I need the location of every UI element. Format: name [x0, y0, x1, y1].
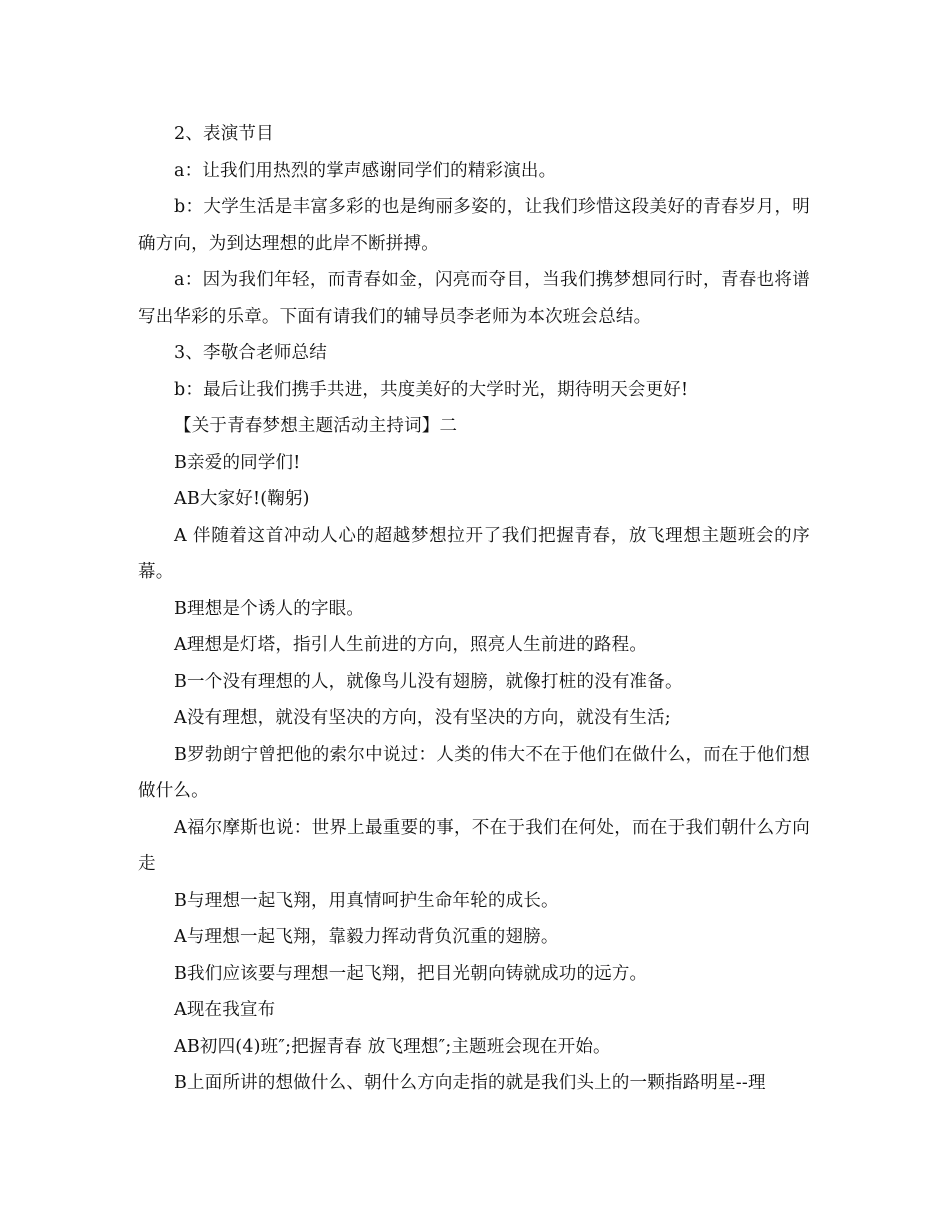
paragraph: A与理想一起飞翔，靠毅力挥动背负沉重的翅膀。	[174, 927, 559, 947]
paragraph: a：因为我们年轻，而青春如金，闪亮而夺目，当我们携梦想同行时，青春也将谱写出华彩的乐章。下面有请我们的辅导员李老师为本次班会总结。	[138, 270, 810, 327]
paragraph: B理想是个诱人的字眼。	[174, 598, 365, 619]
paragraph: B与理想一起飞翔，用真情呵护生命年轮的成长。	[174, 890, 559, 911]
paragraph: AB大家好!(鞠躬)	[174, 489, 310, 509]
paragraph: B亲爱的同学们!	[174, 452, 301, 473]
paragraph: A 伴随着这首冲动人心的超越梦想拉开了我们把握青春，放飞理想主题班会的序幕。	[138, 525, 810, 582]
paragraph: A福尔摩斯也说：世界上最重要的事，不在于我们在何处，而在于我们朝什么方向走	[138, 817, 810, 874]
paragraph: A理想是灯塔，指引人生前进的方向，照亮人生前进的路程。	[174, 635, 648, 655]
document-body	[138, 116, 810, 1102]
paragraph: A没有理想，就没有坚决的方向，没有坚决的方向，就没有生活;	[174, 708, 671, 728]
paragraph: B一个没有理想的人，就像鸟儿没有翅膀，就像打桩的没有准备。	[174, 671, 683, 692]
paragraph: b：大学生活是丰富多彩的也是绚丽多姿的，让我们珍惜这段美好的青春岁月，明确方向，为到达理想的此岸不断拼搏。	[138, 197, 810, 254]
paragraph: 3、李敬合老师总结	[174, 343, 327, 363]
paragraph: 2、表演节目	[174, 124, 274, 144]
paragraph: A现在我宣布	[174, 1000, 276, 1020]
paragraph: a：让我们用热烈的掌声感谢同学们的精彩演出。	[174, 160, 557, 181]
paragraph: AB初四(4)班″;把握青春 放飞理想″;主题班会现在开始。	[174, 1036, 611, 1057]
paragraph: B上面所讲的想做什么、朝什么方向走指的就是我们头上的一颗指路明星--理	[174, 1073, 766, 1093]
paragraph: b：最后让我们携手共进，共度美好的大学时光，期待明天会更好!	[174, 379, 689, 400]
section-heading: 【关于青春梦想主题活动主持词】二	[174, 416, 458, 436]
paragraph: B我们应该要与理想一起飞翔，把目光朝向铸就成功的远方。	[174, 963, 648, 984]
paragraph: B罗勃朗宁曾把他的索尔中说过：人类的伟大不在于他们在做什么，而在于他们想做什么。	[138, 744, 810, 801]
